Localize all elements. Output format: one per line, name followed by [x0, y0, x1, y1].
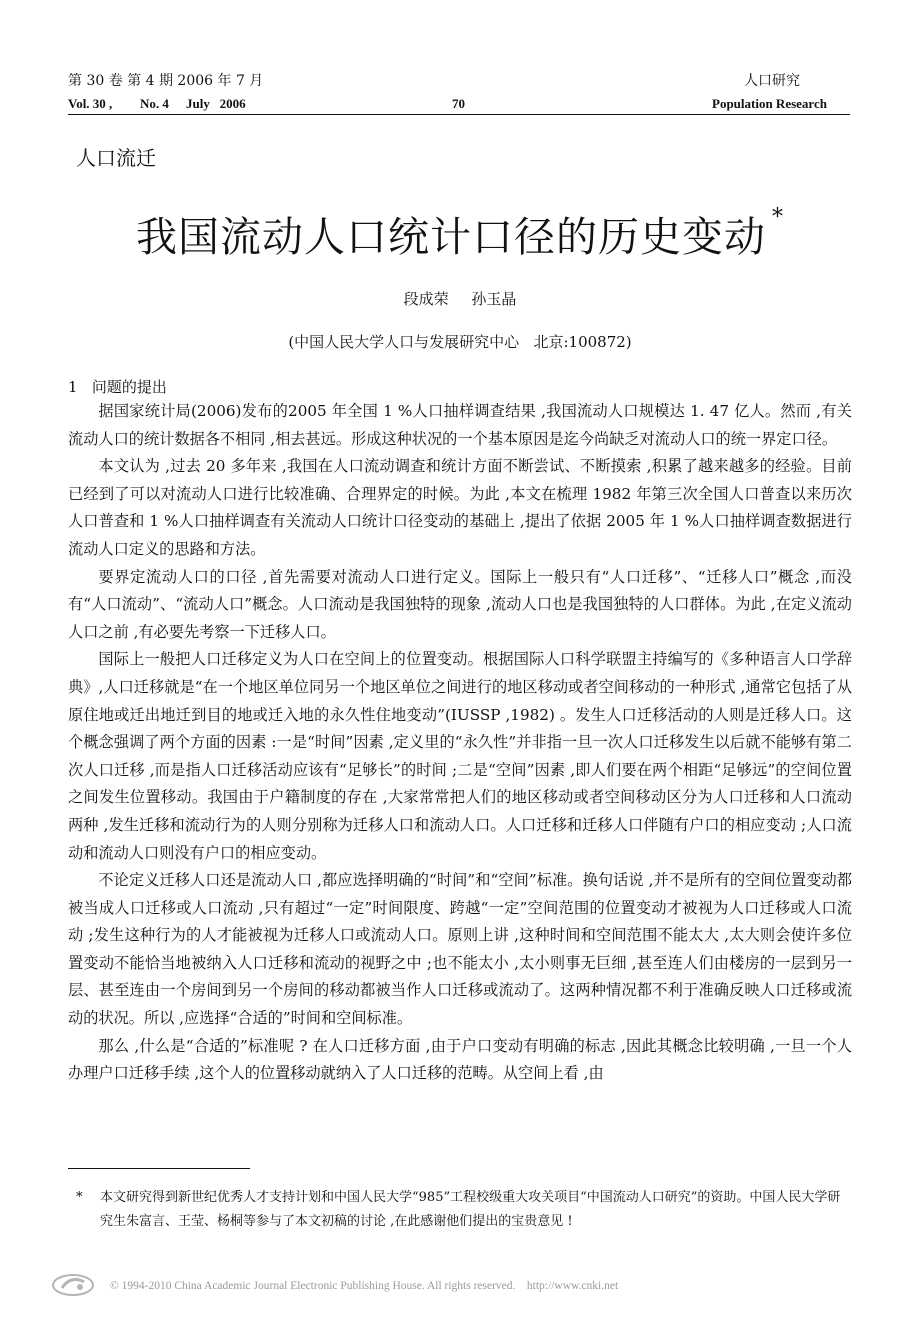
- header-journal-name-cn: 人口研究: [744, 73, 800, 89]
- page-number: 70: [452, 96, 465, 111]
- paragraph: 国际上一般把人口迁移定义为人口在空间上的位置变动。根据国际人口科学联盟主持编写的《多种语言人口学辞典》,人口迁移就是“在一个地区单位同另一个地区单位之间进行的地区移动或者空间移动的一种形式 ,通常它包括了从原住地或迁出地迁到目的地或迁入地的永久性住地变动”(IUSSP ,1982) 。发生人口迁移活动的人则是迁移人口。这个概念强调了两个方面的因素 :一是“时间”因素 ,定义里的“永久性”并非指一旦一次人口迁移发生以后就不能够有第二次人口迁移 ,而是指人口迁移活动应该有“足够长”的时间 ;二是“空间”因素 ,即人们要在两个相距“足够远”的空间位置之间发生位置移动。我国由于户籍制度的存在 ,大家常常把人们的地区移动或者空间移动区分为人口迁移和人口流动两种 ,发生迁移和流动行为的人则分别称为迁移人口和流动人口。人口迁移和迁移人口伴随有户口的相应变动 ;人口流动和流动人口则没有户口的相应变动。: [68, 650, 852, 862]
- header-number: No. 4: [140, 96, 169, 111]
- paragraph: 那么 ,什么是“合适的”标准呢 ? 在人口迁移方面 ,由于户口变动有明确的标志 ,因此其概念比较明确 ,一旦一个人办理户口迁移手续 ,这个人的位置移动就纳入了人口迁移的范畴。从空间上看 ,由: [68, 1036, 852, 1083]
- authors: 段成荣 孙玉晶: [403, 290, 517, 308]
- paragraph: 据国家统计局(2006)发布的2005 年全国 1 %人口抽样调查结果 ,我国流动人口规模达 1. 47 亿人。然而 ,有关流动人口的统计数据各不相同 ,相去甚远。形成这种状况的一个基本原因是迄今尚缺乏对流动人口的统一界定口径。: [68, 402, 852, 448]
- paragraph: 要界定流动人口的口径 ,首先需要对流动人口进行定义。国际上一般只有“人口迁移”、“迁移人口”概念 ,而没有“人口流动”、“流动人口”概念。人口流动是我国独特的现象 ,流动人口也是我国独特的人口群体。为此 ,在定义流动人口之前 ,有必要先考察一下迁移人口。: [68, 567, 852, 641]
- title-footnote-mark: *: [772, 205, 784, 231]
- body-text: [68, 398, 852, 1088]
- footnote-text: 本文研究得到新世纪优秀人才支持计划和中国人民大学“985”工程校级重大攻关项目“中国流动人口研究”的资助。中国人民大学研究生朱富言、王莹、杨桐等参与了本文初稿的讨论 ,在此感谢他们提出的宝贵意见 !: [100, 1190, 841, 1229]
- footnote-mark: *: [76, 1190, 83, 1205]
- affiliation: (中国人民大学人口与发展研究中心 北京:100872): [288, 333, 632, 351]
- paragraph: 不论定义迁移人口还是流动人口 ,都应选择明确的“时间”和“空间”标准。换句话说 ,并不是所有的空间位置变动都被当成人口迁移或人口流动 ,只有超过“一定”时间限度、跨越“一定”空间范围的位置变动才被视为人口迁移或人口流动 ;发生这种行为的人才能被视为迁移人口或流动人口。原则上讲 ,这种时间和空间范围不能太大 ,太大则会使许多位置变动不能恰当地被纳入人口迁移和流动的视野之中 ;也不能太小 ,太小则事无巨细 ,甚至连人们由楼房的一层到另一层、甚至连由一个房间到另一个房间的移动都被当作人口迁移或流动了。这两种情况都不利于准确反映人口迁移或流动的状况。所以 ,应选择“合适的”时间和空间标准。: [68, 871, 852, 1028]
- header-rule: [68, 114, 850, 115]
- article-title: [0, 204, 920, 263]
- paragraph: 本文认为 ,过去 20 多年来 ,我国在人口流动调查和统计方面不断尝试、不断摸索 ,积累了越来越多的经验。目前已经到了可以对流动人口进行比较准确、合理界定的时候。为此 ,本文在梳理 1982 年第三次全国人口普查以来历次人口普查和 1 %人口抽样调查有关流动人口统计口径变动的基础上 ,提出了依据 2005 年 1 %人口抽样调查数据进行流动人口定义的思路和方法。: [68, 457, 852, 558]
- section-label: 人口流迁: [76, 146, 156, 170]
- article-title-text: 我国流动人口统计口径的历史变动: [136, 213, 766, 261]
- section-heading: 1 问题的提出: [68, 378, 167, 396]
- footnote-rule: [68, 1168, 250, 1169]
- cnki-logo-icon: [50, 1272, 96, 1298]
- copyright-notice: © 1994-2010 China Academic Journal Electronic Publishing House. All rights reserved. http://www.cnki.net: [110, 1280, 619, 1292]
- header-journal-name-en: Population Research: [712, 96, 827, 111]
- header-date: July 2006: [186, 96, 246, 111]
- header-journal-issue: 第 30 卷 第 4 期 2006 年 7 月: [68, 73, 264, 89]
- footnote: [68, 1186, 850, 1234]
- header-volume: Vol. 30 ,: [68, 96, 113, 111]
